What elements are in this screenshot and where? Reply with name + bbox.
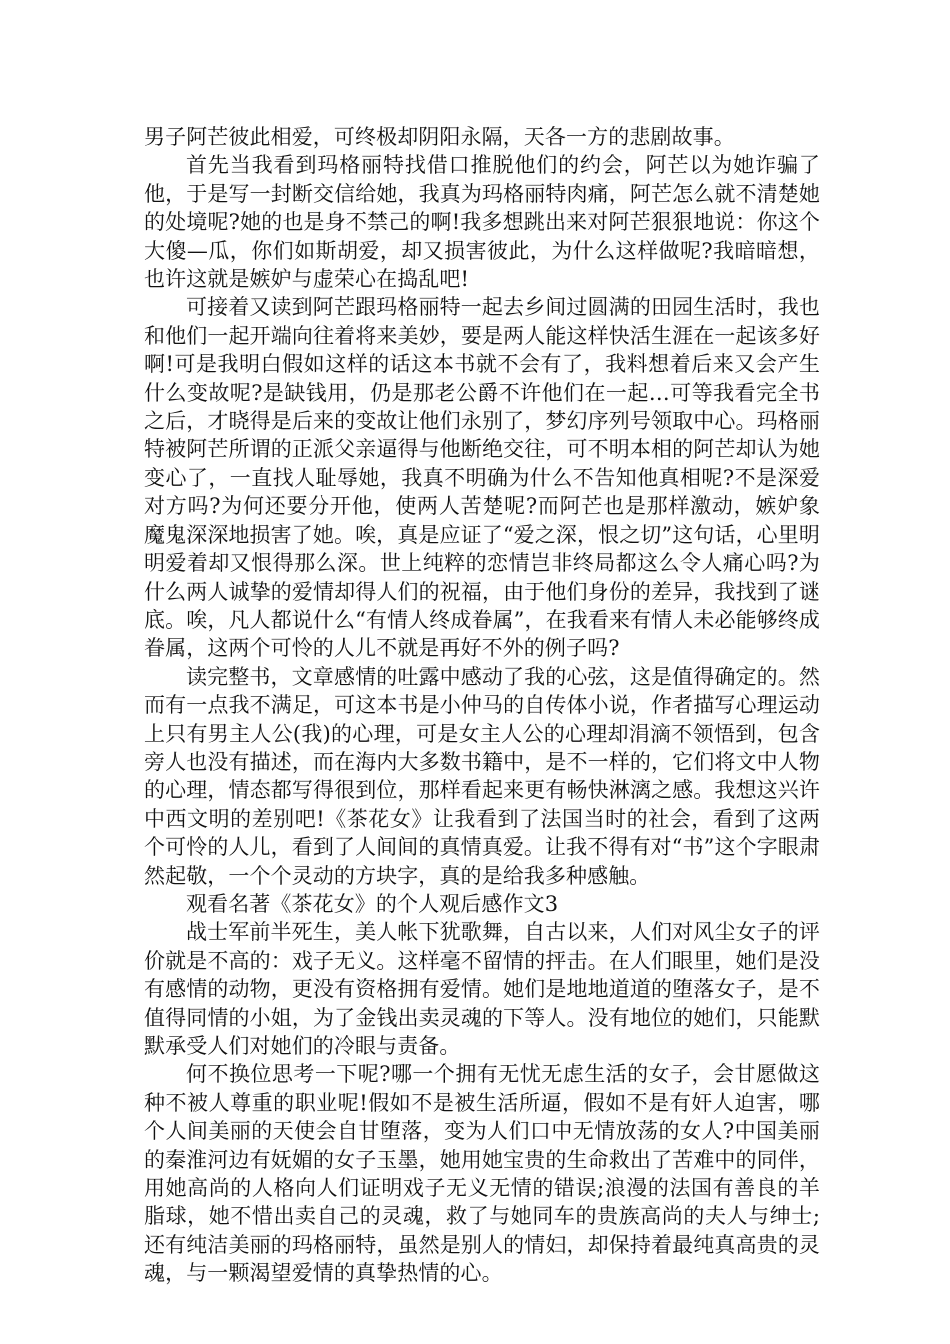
paragraph-courtesan-view: 战士军前半死生，美人帐下犹歌舞，自古以来，人们对风尘女子的评价就是不高的：戏子无义。这样毫不留情的抨击。在人们眼里，她们是没有感情的动物，更没有资格拥有爱情。她们是地地道道的堕落女子，是不值得同情的小姐，为了金钱出卖灵魂的下等人。没有地位的她们，只能默默承受人们对她们的冷眼与责备。 (144, 920, 820, 1058)
paragraph-continuation: 男子阿芒彼此相爱，可终极却阴阳永隔，天各一方的悲剧故事。 (144, 125, 735, 149)
essay-heading: 观看名著《茶花女》的个人观后感作文3 (186, 891, 559, 916)
paragraph-country-life: 可接着又读到阿芒跟玛格丽特一起去乡间过圆满的田园生活时，我也和他们一起开端向往着将来美妙，要是两人能这样快活生涯在一起该多好啊!可是我明白假如这样的话这本书就不会有了，我料想着后来又会产生什么变故呢?是缺钱用，仍是那老公爵不许他们在一起…可等我看完全书之后，才晓得是后来的变故让他们永别了，梦幻序列号领取中心。玛格丽特被阿芒所谓的正派父亲逼得与他断绝交往，可不明本相的阿芒却认为她变心了，一直找人耻辱她，我真不明确为什么不告知他真相呢?不是深爱对方吗?为何还要分开他，使两人苦楚呢?而阿芒也是那样激动，嫉妒象魔鬼深深地损害了她。唉，真是应证了“爱之深，恨之切”这句话，心里明明爱着却又恨得那么深。世上纯粹的恋情岂非终局都这么令人痛心吗?为什么两人诚挚的爱情却得人们的祝福，由于他们身份的差异，我找到了谜底。唉，凡人都说什么“有情人终成眷属”，在我看来有情人未必能够终成眷属，这两个可怜的人儿不就是再好不外的例子吗? (144, 295, 820, 661)
paragraph-first-impression: 首先当我看到玛格丽特找借口推脱他们的约会，阿芒以为她诈骗了他，于是写一封断交信给她，我真为玛格丽特肉痛，阿芒怎么就不清楚她的处境呢?她的也是身不禁己的啊!我多想跳出来对阿芒狠狠地说：你这个大傻—瓜，你们如斯胡爱，却又损害彼此，为什么这样做呢?我暗暗想，也许这就是嫉妒与虚荣心在捣乱吧! (144, 153, 820, 292)
paragraph-empathy: 何不换位思考一下呢?哪一个拥有无忧无虑生活的女子，会甘愿做这种不被人尊重的职业呢!假如不是被生活所逼，假如不是有奸人迫害，哪个人间美丽的天使会自甘堕落，变为人们口中无情放荡的女人?中国美丽的秦淮河边有妩媚的女子玉墨，她用她宝贵的生命救出了苦难中的同伴，用她高尚的人格向人们证明戏子无义无情的错误;浪漫的法国有善良的羊脂球，她不惜出卖自己的灵魂，救了与她同车的贵族高尚的夫人与绅士;还有纯洁美丽的玛格丽特，虽然是别人的情妇，却保持着最纯真高贵的灵魂，与一颗渴望爱情的真挚热情的心。 (144, 1062, 820, 1286)
document-body (144, 123, 820, 1288)
paragraph-reflection: 读完整书，文章感情的吐露中感动了我的心弦，这是值得确定的。然而有一点我不满足，可这本书是小仲马的自传体小说，作者描写心理运动上只有男主人公(我)的心理，可是女主人公的心理却涓滴不领悟到，包含旁人也没有描述，而在海内大多数书籍中，是不一样的，它们将文中人物的心理，情态都写得很到位，那样看起来更有畅快淋漓之感。我想这兴许中西文明的差别吧!《茶花女》让我看到了法国当时的社会，看到了这两个可怜的人儿，看到了人间间的真情真爱。让我不得有对“书”这个字眼肃然起敬，一个个灵动的方块字，真的是给我多种感触。 (144, 664, 820, 888)
